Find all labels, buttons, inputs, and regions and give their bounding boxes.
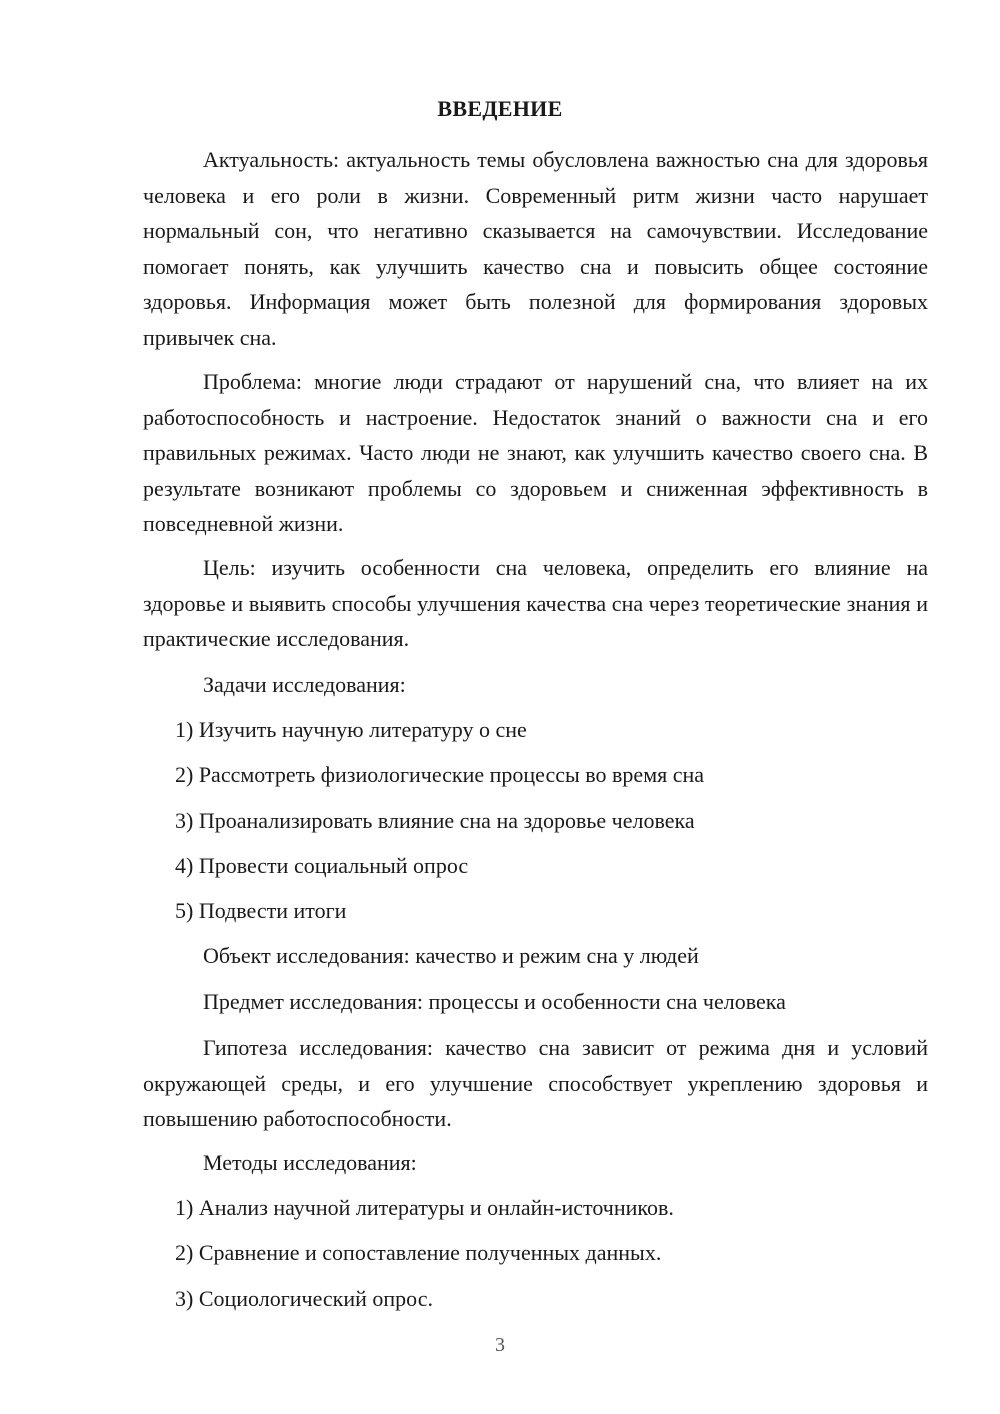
- problem-paragraph: Проблема: многие люди страдают от нарушений сна, что влияет на их работоспособность и настроение. Недостаток знаний о важности сна и его правильных режимах. Часто люди не знают, как улучшить качество своего сна. В результате возникают проблемы со здоровьем и сниженная эффективность в повседневной жизни.: [143, 369, 928, 536]
- page-number: 3: [495, 1334, 505, 1356]
- method-item: 1) Анализ научной литературы и онлайн-источников.: [175, 1195, 674, 1220]
- subject-statement: Предмет исследования: процессы и особенности сна человека: [203, 989, 786, 1014]
- methods-heading: Методы исследования:: [203, 1150, 417, 1175]
- task-item: 1) Изучить научную литературу о сне: [175, 717, 527, 742]
- object-statement: Объект исследования: качество и режим сна у людей: [203, 943, 699, 968]
- method-item: 3) Социологический опрос.: [175, 1286, 433, 1311]
- task-item: 3) Проанализировать влияние сна на здоровье человека: [175, 808, 695, 833]
- task-item: 2) Рассмотреть физиологические процессы во время сна: [175, 762, 705, 787]
- task-item: 5) Подвести итоги: [175, 898, 347, 923]
- hypothesis-paragraph: Гипотеза исследования: качество сна зависит от режима дня и условий окружающей среды, и его улучшение способствует укреплению здоровья и повышению работоспособности.: [143, 1035, 928, 1131]
- method-item: 2) Сравнение и сопоставление полученных данных.: [175, 1240, 662, 1265]
- goal-paragraph: Цель: изучить особенности сна человека, определить его влияние на здоровье и выявить способы улучшения качества сна через теоретические знания и практические исследования.: [143, 555, 928, 651]
- relevance-paragraph: Актуальность: актуальность темы обусловлена важностью сна для здоровья человека и его роли в жизни. Современный ритм жизни часто нарушает нормальный сон, что негативно сказывается на самочувствии. Исследование помогает понять, как улучшить качество сна и повысить общее состояние здоровья. Информация может быть полезной для формирования здоровых привычек сна.: [143, 147, 928, 350]
- page-title: ВВЕДЕНИЕ: [437, 96, 563, 121]
- tasks-heading: Задачи исследования:: [203, 672, 406, 697]
- task-item: 4) Провести социальный опрос: [175, 853, 469, 878]
